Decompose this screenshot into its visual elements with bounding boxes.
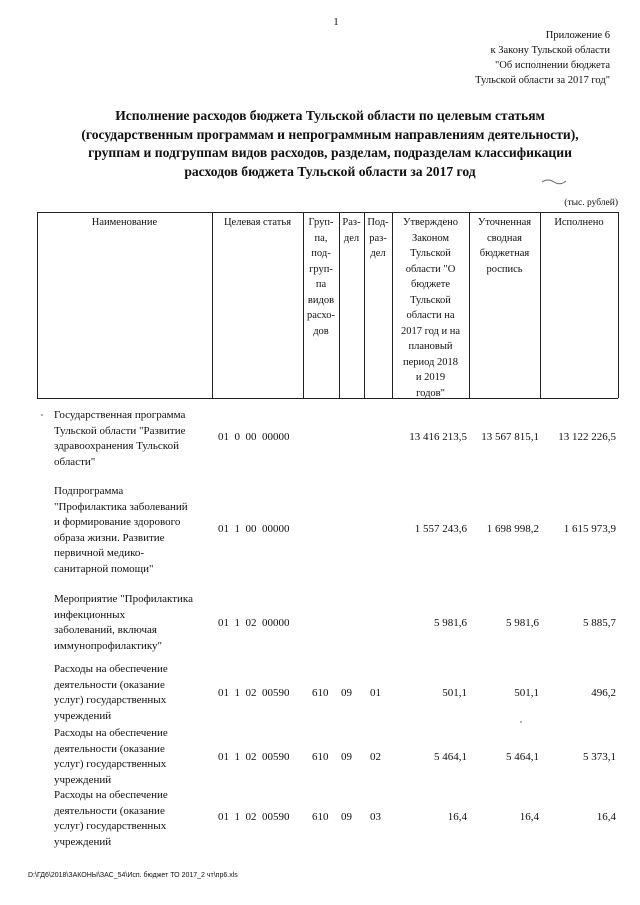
row-name-line: учреждений [54, 709, 112, 722]
header-bottom-border [37, 398, 618, 399]
appendix-line: Приложение 6 [545, 30, 610, 41]
row-executed: 5 885,7 [583, 617, 616, 629]
row-name-line: Тульской области "Развитие [54, 424, 186, 437]
column-divider [212, 212, 213, 398]
row-name-line: деятельности (оказание [54, 742, 165, 755]
header-line: период 2018 [402, 356, 459, 368]
header-name: Наименование [91, 217, 158, 228]
row-code [218, 687, 290, 699]
row-code [218, 811, 290, 823]
appendix-line: "Об исполнении бюджета [495, 60, 610, 71]
header-line: дел [370, 248, 386, 259]
code-part: 1 [234, 617, 240, 629]
header-executed: Исполнено [554, 217, 604, 228]
row-name [54, 726, 212, 788]
header-line: сводная [487, 232, 522, 244]
row-name [54, 408, 212, 470]
appendix-line: к Закону Тульской области [490, 45, 610, 56]
column-divider [37, 212, 38, 398]
row-name-line: Расходы на обеспечение [54, 789, 168, 801]
row-name-line: образа жизни. Развитие [54, 531, 165, 544]
code-part: 1 [234, 687, 240, 699]
header-line: па [315, 279, 327, 290]
row-name-line: первичной медико- [54, 547, 145, 559]
column-divider [540, 212, 541, 398]
row-name-line: Мероприятие "Профилактика [54, 593, 193, 605]
header-line: бюджете [410, 279, 451, 290]
code-part: 01 [218, 687, 229, 699]
page-number: 1 [333, 16, 339, 28]
row-refined: 5 464,1 [506, 751, 539, 763]
header-line: Тульской [410, 248, 451, 259]
row-code [218, 617, 290, 629]
row-refined: 501,1 [514, 687, 539, 699]
title-line: расходов бюджета Тульской области за 2017 год [184, 163, 476, 179]
units-label: (тыс. рублей) [564, 198, 618, 208]
row-approved: 13 416 213,5 [409, 431, 467, 443]
code-part: 01 [218, 617, 229, 629]
header-line: плановый [408, 341, 453, 352]
row-approved: 1 557 243,6 [414, 523, 467, 535]
code-part: 01 [218, 523, 229, 535]
row-name-line: санитарной помощи" [54, 562, 154, 575]
row-code [218, 751, 290, 763]
row-approved: 501,1 [442, 687, 467, 699]
row-group: 610 [312, 751, 329, 763]
appendix-line: Тульской области за 2017 год" [475, 75, 610, 86]
code-part: 00 [245, 523, 257, 535]
header-approved [392, 215, 469, 401]
header-target-article: Целевая статья [223, 217, 292, 228]
row-code [218, 523, 290, 535]
code-part: 00000 [262, 431, 290, 443]
row-section: 09 [341, 687, 352, 699]
row-subsection: 02 [370, 751, 381, 763]
header-expense-group [303, 215, 339, 339]
row-name [54, 662, 212, 724]
row-approved: 5 464,1 [434, 751, 467, 763]
row-name-line: и формирование здорового [54, 516, 181, 528]
header-line: груп- [309, 263, 333, 275]
header-line: 2017 год и на [400, 325, 461, 337]
appendix-note [410, 28, 610, 88]
header-line: Тульской [410, 294, 451, 306]
header-line: Уточненная [477, 217, 532, 228]
header-line: бюджетная [479, 248, 530, 259]
row-section: 09 [341, 751, 352, 763]
row-group: 610 [312, 687, 329, 699]
header-refined [469, 215, 540, 277]
row-subsection: 03 [370, 811, 381, 823]
code-part: 01 [218, 751, 229, 763]
pen-mark [540, 176, 568, 189]
header-line: Утверждено [403, 217, 458, 228]
code-part: 02 [245, 687, 257, 699]
file-path-footer: D:\ГД6\2018\ЗАКОНЫ\ЗАС_54\Исп. бюджет ТО 2017_2 чт\пр6.xls [28, 872, 238, 879]
header-line: дов [313, 325, 329, 337]
row-name [54, 484, 212, 577]
header-line: области на [406, 310, 455, 321]
row-refined: 13 567 815,1 [481, 431, 539, 443]
title-line: (государственным программам и непрограммным направлениям деятельности), [81, 126, 579, 142]
row-name-line: Расходы на обеспечение [54, 663, 168, 675]
table-top-border [37, 212, 618, 213]
row-executed: 5 373,1 [583, 751, 616, 763]
row-approved: 5 981,6 [434, 617, 467, 629]
code-part: 00590 [262, 811, 290, 823]
row-name-line: учреждений [54, 835, 112, 848]
header-line: Законом [411, 232, 450, 244]
row-name-line: услуг) государственных [54, 758, 167, 770]
row-name-line: инфекционных [54, 608, 126, 621]
header-line: расхо- [306, 310, 336, 321]
code-part: 02 [245, 617, 257, 629]
row-name-line: деятельности (оказание [54, 804, 165, 817]
code-part: 1 [234, 523, 240, 535]
code-part: 0 [234, 431, 240, 443]
code-part: 00590 [262, 687, 290, 699]
code-part: 00590 [262, 751, 290, 763]
row-name-line: услуг) государственных [54, 694, 167, 706]
code-part: 00 [245, 431, 257, 443]
row-executed: 16,4 [596, 811, 616, 823]
row-name-line: области" [54, 455, 96, 468]
row-name-line: Расходы на обеспечение [54, 727, 168, 739]
row-name-line: иммунопрофилактику" [54, 639, 163, 652]
row-executed: 496,2 [591, 687, 616, 699]
row-section: 09 [341, 811, 352, 823]
scan-speck [520, 721, 522, 723]
row-refined: 5 981,6 [506, 617, 539, 629]
header-line: па, [314, 232, 328, 244]
row-code [218, 431, 290, 443]
code-part: 00000 [262, 617, 290, 629]
code-part: 02 [245, 811, 257, 823]
header-line: области "О [405, 263, 456, 275]
scan-speck [41, 414, 43, 416]
header-subsection [364, 215, 392, 262]
row-name-line: услуг) государственных [54, 820, 167, 832]
header-line: Под- [367, 217, 389, 228]
header-line: видов [307, 294, 335, 306]
row-name-line: здравоохранения Тульской [54, 440, 179, 452]
header-line: дел [343, 232, 360, 244]
header-line: и 2019 [415, 372, 446, 383]
code-part: 02 [245, 751, 257, 763]
header-line: годов" [416, 387, 445, 399]
title-line: группам и подгруппам видов расходов, разделам, подразделам классификации [88, 145, 572, 160]
code-part: 00000 [262, 523, 290, 535]
row-name-line: Подпрограмма [54, 485, 124, 497]
code-part: 1 [234, 751, 240, 763]
row-refined: 16,4 [519, 811, 539, 823]
row-name-line: Государственная программа [54, 409, 186, 421]
row-group: 610 [312, 811, 329, 823]
header-line: раз- [369, 232, 387, 244]
header-section [339, 215, 364, 246]
document-title [40, 107, 620, 181]
row-name [54, 788, 212, 850]
column-divider [618, 212, 619, 398]
row-executed: 1 615 973,9 [563, 523, 616, 535]
header-line: Груп- [308, 217, 334, 228]
row-refined: 1 698 998,2 [486, 523, 539, 535]
code-part: 01 [218, 431, 229, 443]
header-line: роспись [486, 263, 523, 275]
row-name-line: "Профилактика заболеваний [54, 500, 188, 513]
header-line: Раз- [342, 217, 361, 228]
row-executed: 13 122 226,5 [558, 431, 616, 443]
row-approved: 16,4 [447, 811, 467, 823]
code-part: 01 [218, 811, 229, 823]
code-part: 1 [234, 811, 240, 823]
row-name [54, 592, 212, 654]
row-subsection: 01 [370, 687, 381, 699]
title-line: Исполнение расходов бюджета Тульской области по целевым статьям [115, 108, 545, 123]
row-name-line: учреждений [54, 773, 112, 786]
row-name-line: деятельности (оказание [54, 678, 165, 691]
row-name-line: заболеваний, включая [54, 624, 157, 636]
header-line: под- [311, 248, 331, 259]
